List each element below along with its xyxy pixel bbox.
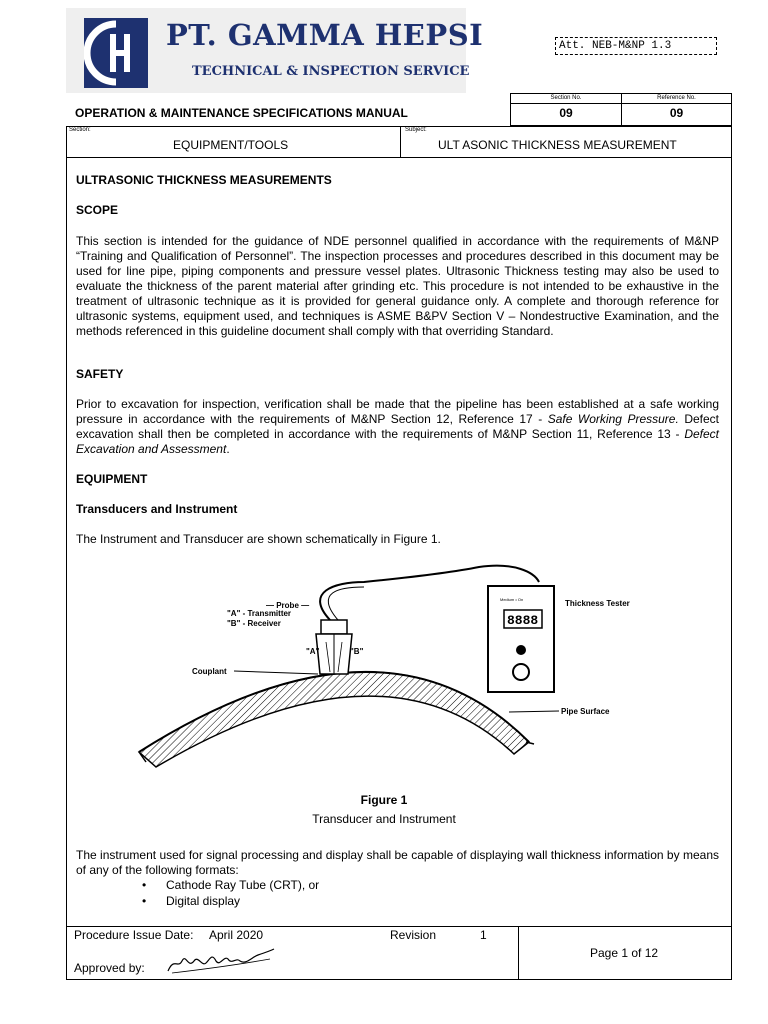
- section-reference-table: [510, 93, 732, 126]
- list-item: [140, 878, 319, 894]
- page-footer: [66, 926, 732, 980]
- list-item: [140, 894, 319, 910]
- footer-divider: [518, 927, 519, 980]
- receiver-label: "B" - Receiver: [227, 619, 281, 628]
- company-subtitle: TECHNICAL & INSPECTION SERVICE: [192, 64, 470, 79]
- reference-no-cell: [622, 94, 731, 125]
- thickness-tester-label: Thickness Tester: [565, 599, 630, 608]
- couplant-label: Couplant: [192, 667, 227, 676]
- tester-small-text: Medium • On: [500, 597, 524, 602]
- company-logo-icon: [84, 18, 148, 88]
- transmitter-label: "A" - Transmitter: [227, 609, 292, 618]
- scope-paragraph: This section is intended for the guidance of NDE personnel qualified in accordance with the requirements of M&NP “Training and Qualification of Personnel”. The inspection processes and procedures described in this document may be used for line pipe, piping components and pressure vessel plates. Ultrasonic Thickness testing may also be used to evaluate the thickness of the parent material after grinding etc. This procedure is not intended to be exhaustive in the treatment of ultrasonic technique as it is provided for general guidance only. A complete and thorough reference for ultrasonic systems, equipment used, and techniques is ASME B&PV Section V – Nondestructive Examination, and the methods referenced in this guideline document shall comply with that overriding Standard.: [76, 234, 719, 338]
- figure-title: Figure 1: [360, 793, 408, 807]
- company-name: PT. GAMMA HEPSI: [166, 18, 484, 52]
- issue-date-value: April 2020: [209, 928, 264, 942]
- revision-value: 1: [480, 928, 487, 942]
- section-no-label: Section No.: [511, 94, 621, 104]
- approver-signature-icon: [166, 943, 276, 979]
- section-no-cell: [511, 94, 622, 125]
- probe-a-label: "A": [306, 647, 320, 656]
- subject-label: Subject:: [405, 127, 427, 133]
- reference-no-value: 09: [669, 106, 684, 120]
- section-no-value: 09: [559, 106, 573, 120]
- reference-no-label: Reference No.: [622, 94, 731, 104]
- attachment-reference: Att. NEB-M&NP 1.3: [555, 37, 717, 55]
- section-subject-row: [67, 127, 731, 158]
- safety-text-2: Defect excavation shall then be completed in accordance with the requirements of M&NP Section 11, Reference 13 -: [76, 412, 720, 441]
- safety-heading: SAFETY: [76, 367, 124, 381]
- transducers-heading: Transducers and Instrument: [76, 502, 238, 516]
- tester-display-digits: 8888: [507, 613, 539, 628]
- probe-b-label: "B": [350, 647, 364, 656]
- manual-title: OPERATION & MAINTENANCE SPECIFICATIONS MANUAL: [75, 106, 408, 120]
- scope-heading: SCOPE: [76, 203, 119, 217]
- equipment-heading: EQUIPMENT: [76, 472, 148, 486]
- safety-italic-1: Safe Working Pressure.: [547, 412, 679, 426]
- subject-value: ULT ASONIC THICKNESS MEASUREMENT: [438, 138, 677, 152]
- company-logo-area: [66, 8, 484, 93]
- document-title: ULTRASONIC THICKNESS MEASUREMENTS: [76, 173, 332, 187]
- pipe-surface-leader: [509, 711, 559, 712]
- safety-text-3: .: [226, 442, 230, 456]
- bullet-icon: •: [142, 893, 147, 908]
- safety-italic-2: Defect Excavation and Assessment: [76, 427, 719, 456]
- list-item-label: Digital display: [166, 893, 241, 908]
- transducer-instrument-figure: [134, 562, 642, 778]
- revision-label: Revision: [390, 928, 437, 942]
- probe-label: — Probe —: [266, 601, 310, 610]
- page-number: Page 1 of 12: [590, 946, 659, 960]
- display-format-list: [140, 878, 319, 909]
- section-label: Section:: [69, 127, 91, 133]
- issue-date-label: Procedure Issue Date:: [74, 928, 194, 942]
- safety-text-1: Prior to excavation for inspection, verification shall be made that the pipeline has been established at a safe working pressure in accordance with the requirements of M&NP Section 12, Reference 17 -: [76, 397, 719, 426]
- approved-by-label: Approved by:: [74, 961, 145, 975]
- section-value: EQUIPMENT/TOOLS: [173, 138, 289, 152]
- figure-caption: Transducer and Instrument: [312, 812, 456, 826]
- row-divider: [400, 127, 401, 157]
- probe-icon: [316, 620, 352, 674]
- transducers-paragraph: The Instrument and Transducer are shown schematically in Figure 1.: [76, 532, 441, 546]
- instrument-paragraph: The instrument used for signal processing and display shall be capable of displaying wall thickness information by means of any of the following formats:: [76, 848, 719, 877]
- pipe-surface-label: Pipe Surface: [561, 707, 610, 716]
- couplant-leader: [234, 671, 318, 674]
- safety-paragraph: [76, 397, 719, 457]
- bullet-icon: •: [142, 878, 147, 892]
- list-item-label: Cathode Ray Tube (CRT), or: [166, 878, 320, 892]
